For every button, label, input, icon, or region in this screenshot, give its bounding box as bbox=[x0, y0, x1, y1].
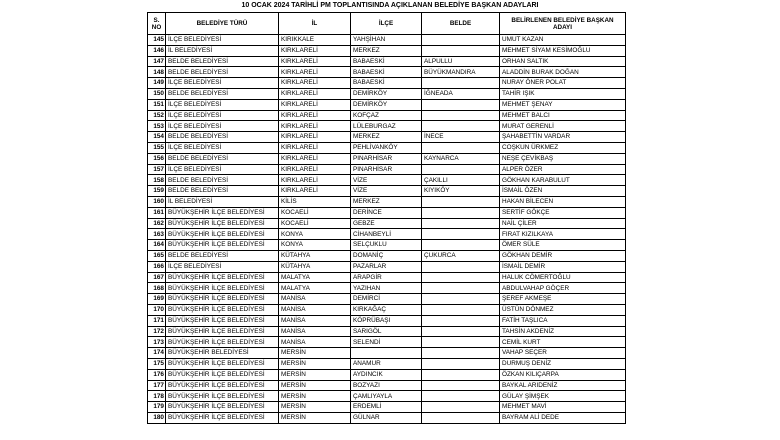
candidate-name: ÜSTÜN DÖNMEZ bbox=[500, 304, 626, 315]
municipality-type: BÜYÜKŞEHİR İLÇE BELEDİYESİ bbox=[166, 315, 279, 326]
town bbox=[422, 78, 500, 89]
province: KIRKLARELİ bbox=[279, 88, 351, 99]
district: VİZE bbox=[351, 186, 422, 197]
table-row bbox=[148, 294, 626, 305]
municipality-type: BÜYÜKŞEHİR İLÇE BELEDİYESİ bbox=[166, 240, 279, 251]
district: MERKEZ bbox=[351, 132, 422, 143]
district: BABAESKİ bbox=[351, 56, 422, 67]
municipality-type: İL BELEDİYESİ bbox=[166, 45, 279, 56]
province: KIRKLARELİ bbox=[279, 121, 351, 132]
table-row bbox=[148, 250, 626, 261]
province: KOCAELİ bbox=[279, 218, 351, 229]
district: AYDINCIK bbox=[351, 369, 422, 380]
table-row bbox=[148, 348, 626, 359]
town: İNECE bbox=[422, 132, 500, 143]
municipality-type: BELDE BELEDİYESİ bbox=[166, 56, 279, 67]
municipality-type: BÜYÜKŞEHİR İLÇE BELEDİYESİ bbox=[166, 218, 279, 229]
municipality-type: İLÇE BELEDİYESİ bbox=[166, 142, 279, 153]
municipality-type: İLÇE BELEDİYESİ bbox=[166, 78, 279, 89]
town: KAYNARCA bbox=[422, 153, 500, 164]
town: ALPULLU bbox=[422, 56, 500, 67]
candidate-name: NAİL ÇİLER bbox=[500, 218, 626, 229]
row-no: 151 bbox=[148, 99, 166, 110]
candidate-name: VAHAP SEÇER bbox=[500, 348, 626, 359]
municipality-type: İLÇE BELEDİYESİ bbox=[166, 35, 279, 46]
table-row bbox=[148, 272, 626, 283]
town bbox=[422, 358, 500, 369]
town bbox=[422, 294, 500, 305]
candidate-name: CEMİL KURT bbox=[500, 337, 626, 348]
province: KIRKLARELİ bbox=[279, 175, 351, 186]
table-row bbox=[148, 380, 626, 391]
municipality-type: BELDE BELEDİYESİ bbox=[166, 186, 279, 197]
row-no: 176 bbox=[148, 369, 166, 380]
candidate-name: ALPER ÖZER bbox=[500, 164, 626, 175]
province: KİLİS bbox=[279, 196, 351, 207]
header-type: BELEDİYE TÜRÜ bbox=[166, 13, 279, 35]
table-row bbox=[148, 153, 626, 164]
table-header-row bbox=[148, 13, 626, 35]
town bbox=[422, 229, 500, 240]
town bbox=[422, 121, 500, 132]
row-no: 146 bbox=[148, 45, 166, 56]
municipality-type: BÜYÜKŞEHİR İLÇE BELEDİYESİ bbox=[166, 207, 279, 218]
province: KOCAELİ bbox=[279, 207, 351, 218]
table-row bbox=[148, 229, 626, 240]
province: MALATYA bbox=[279, 283, 351, 294]
province: KONYA bbox=[279, 240, 351, 251]
town bbox=[422, 240, 500, 251]
town bbox=[422, 207, 500, 218]
row-no: 161 bbox=[148, 207, 166, 218]
table-row bbox=[148, 326, 626, 337]
candidate-name: MEHMET MAVİ bbox=[500, 402, 626, 413]
row-no: 164 bbox=[148, 240, 166, 251]
candidates-table bbox=[147, 12, 626, 424]
town bbox=[422, 110, 500, 121]
row-no: 150 bbox=[148, 88, 166, 99]
province: KONYA bbox=[279, 229, 351, 240]
row-no: 180 bbox=[148, 412, 166, 423]
municipality-type: BELDE BELEDİYESİ bbox=[166, 132, 279, 143]
town: BÜYÜKMANDIRA bbox=[422, 67, 500, 78]
municipality-type: BÜYÜKŞEHİR İLÇE BELEDİYESİ bbox=[166, 294, 279, 305]
province: KIRKLARELİ bbox=[279, 110, 351, 121]
municipality-type: BELDE BELEDİYESİ bbox=[166, 153, 279, 164]
municipality-type: BÜYÜKŞEHİR İLÇE BELEDİYESİ bbox=[166, 391, 279, 402]
row-no: 178 bbox=[148, 391, 166, 402]
row-no: 167 bbox=[148, 272, 166, 283]
table-row bbox=[148, 88, 626, 99]
candidate-name: COŞKUN ÜRKMEZ bbox=[500, 142, 626, 153]
table-row bbox=[148, 35, 626, 46]
municipality-type: BÜYÜKŞEHİR İLÇE BELEDİYESİ bbox=[166, 337, 279, 348]
candidate-name: HALUK CÖMERTOĞLU bbox=[500, 272, 626, 283]
district: PINARHİSAR bbox=[351, 153, 422, 164]
municipality-type: BÜYÜKŞEHİR İLÇE BELEDİYESİ bbox=[166, 304, 279, 315]
municipality-type: BÜYÜKŞEHİR BELEDİYESİ bbox=[166, 348, 279, 359]
district: SARIGÖL bbox=[351, 326, 422, 337]
municipality-type: İLÇE BELEDİYESİ bbox=[166, 121, 279, 132]
row-no: 149 bbox=[148, 78, 166, 89]
header-district: İLÇE bbox=[351, 13, 422, 35]
row-no: 145 bbox=[148, 35, 166, 46]
row-no: 148 bbox=[148, 67, 166, 78]
district: CİHANBEYLİ bbox=[351, 229, 422, 240]
table-row bbox=[148, 283, 626, 294]
table-row bbox=[148, 175, 626, 186]
table-row bbox=[148, 315, 626, 326]
district: SELENDİ bbox=[351, 337, 422, 348]
row-no: 168 bbox=[148, 283, 166, 294]
municipality-type: BÜYÜKŞEHİR İLÇE BELEDİYESİ bbox=[166, 402, 279, 413]
candidate-name: GÖKHAN KARABULUT bbox=[500, 175, 626, 186]
row-no: 177 bbox=[148, 380, 166, 391]
municipality-type: BELDE BELEDİYESİ bbox=[166, 88, 279, 99]
candidate-name: FIRAT KIZILKAYA bbox=[500, 229, 626, 240]
town bbox=[422, 164, 500, 175]
municipality-type: İLÇE BELEDİYESİ bbox=[166, 261, 279, 272]
district: YAHŞİHAN bbox=[351, 35, 422, 46]
district: KIRKAĞAÇ bbox=[351, 304, 422, 315]
province: KÜTAHYA bbox=[279, 250, 351, 261]
row-no: 166 bbox=[148, 261, 166, 272]
district: KÖPRÜBAŞI bbox=[351, 315, 422, 326]
candidate-name: ALADDİN BURAK DOĞAN bbox=[500, 67, 626, 78]
header-candidate: BELİRLENEN BELEDİYE BAŞKAN ADAYI bbox=[500, 13, 626, 35]
table-row bbox=[148, 78, 626, 89]
table-row bbox=[148, 369, 626, 380]
table-row bbox=[148, 304, 626, 315]
row-no: 158 bbox=[148, 175, 166, 186]
candidate-name: NURAY ÖNER POLAT bbox=[500, 78, 626, 89]
document-title: 10 OCAK 2024 TARİHLİ PM TOPLANTISINDA AÇIKLANAN BELEDİYE BAŞKAN ADAYLARI bbox=[241, 2, 539, 9]
town bbox=[422, 412, 500, 423]
table-row bbox=[148, 67, 626, 78]
table-row bbox=[148, 207, 626, 218]
candidate-name: NEŞE ÇEVİKBAŞ bbox=[500, 153, 626, 164]
province: MALATYA bbox=[279, 272, 351, 283]
candidate-name: MEHMET ŞENAY bbox=[500, 99, 626, 110]
header-no: S. NO bbox=[148, 13, 166, 35]
district: DERİNCE bbox=[351, 207, 422, 218]
district: ARAPGİR bbox=[351, 272, 422, 283]
district: MERKEZ bbox=[351, 45, 422, 56]
town bbox=[422, 99, 500, 110]
province: KIRKLARELİ bbox=[279, 56, 351, 67]
row-no: 152 bbox=[148, 110, 166, 121]
candidate-name: MEHMET BALCI bbox=[500, 110, 626, 121]
table-row bbox=[148, 121, 626, 132]
town: ÇAKILLI bbox=[422, 175, 500, 186]
province: MERSİN bbox=[279, 380, 351, 391]
province: MERSİN bbox=[279, 348, 351, 359]
candidate-name: ABDULVAHAP GÖÇER bbox=[500, 283, 626, 294]
town: İĞNEADA bbox=[422, 88, 500, 99]
candidate-name: ÖMER SÜLE bbox=[500, 240, 626, 251]
district: ERDEMLİ bbox=[351, 402, 422, 413]
town bbox=[422, 304, 500, 315]
district: BABAESKİ bbox=[351, 67, 422, 78]
row-no: 162 bbox=[148, 218, 166, 229]
province: MANİSA bbox=[279, 294, 351, 305]
row-no: 174 bbox=[148, 348, 166, 359]
province: KIRKLARELİ bbox=[279, 45, 351, 56]
row-no: 157 bbox=[148, 164, 166, 175]
district: MERKEZ bbox=[351, 196, 422, 207]
province: KIRKLARELİ bbox=[279, 99, 351, 110]
candidate-name: TAHİR IŞIK bbox=[500, 88, 626, 99]
town: ÇUKURCA bbox=[422, 250, 500, 261]
municipality-type: İLÇE BELEDİYESİ bbox=[166, 164, 279, 175]
province: MANİSA bbox=[279, 326, 351, 337]
town bbox=[422, 402, 500, 413]
candidate-name: MURAT GERENLİ bbox=[500, 121, 626, 132]
town bbox=[422, 142, 500, 153]
table-row bbox=[148, 218, 626, 229]
header-province: İL bbox=[279, 13, 351, 35]
table-row bbox=[148, 164, 626, 175]
province: KIRKLARELİ bbox=[279, 153, 351, 164]
province: KIRKLARELİ bbox=[279, 186, 351, 197]
candidate-name: ŞEREF AKMEŞE bbox=[500, 294, 626, 305]
province: MANİSA bbox=[279, 337, 351, 348]
province: MERSİN bbox=[279, 402, 351, 413]
candidate-name: MEHMET SİYAM KESİMOĞLU bbox=[500, 45, 626, 56]
district: DOMANİÇ bbox=[351, 250, 422, 261]
municipality-type: BÜYÜKŞEHİR İLÇE BELEDİYESİ bbox=[166, 326, 279, 337]
province: KIRIKKALE bbox=[279, 35, 351, 46]
municipality-type: BÜYÜKŞEHİR İLÇE BELEDİYESİ bbox=[166, 380, 279, 391]
district: LÜLEBURGAZ bbox=[351, 121, 422, 132]
row-no: 171 bbox=[148, 315, 166, 326]
district: GÜLNAR bbox=[351, 412, 422, 423]
municipality-type: BÜYÜKŞEHİR İLÇE BELEDİYESİ bbox=[166, 369, 279, 380]
district: ANAMUR bbox=[351, 358, 422, 369]
candidate-name: UMUT KAZAN bbox=[500, 35, 626, 46]
province: MANİSA bbox=[279, 315, 351, 326]
row-no: 147 bbox=[148, 56, 166, 67]
district: ÇAMLIYAYLA bbox=[351, 391, 422, 402]
district: GEBZE bbox=[351, 218, 422, 229]
municipality-type: BELDE BELEDİYESİ bbox=[166, 67, 279, 78]
row-no: 155 bbox=[148, 142, 166, 153]
town bbox=[422, 337, 500, 348]
candidate-name: FATİH TAŞLICA bbox=[500, 315, 626, 326]
town bbox=[422, 369, 500, 380]
row-no: 163 bbox=[148, 229, 166, 240]
candidate-name: BAYKAL ARIDENİZ bbox=[500, 380, 626, 391]
candidate-name: İSMAİL DEMİR bbox=[500, 261, 626, 272]
town bbox=[422, 218, 500, 229]
row-no: 175 bbox=[148, 358, 166, 369]
row-no: 165 bbox=[148, 250, 166, 261]
town bbox=[422, 35, 500, 46]
town bbox=[422, 348, 500, 359]
district: PEHLİVANKÖY bbox=[351, 142, 422, 153]
province: MANİSA bbox=[279, 304, 351, 315]
row-no: 156 bbox=[148, 153, 166, 164]
table-row bbox=[148, 45, 626, 56]
district: DEMİRKÖY bbox=[351, 88, 422, 99]
municipality-type: BÜYÜKŞEHİR İLÇE BELEDİYESİ bbox=[166, 358, 279, 369]
candidate-name: SERTİF GÖKÇE bbox=[500, 207, 626, 218]
province: MERSİN bbox=[279, 358, 351, 369]
town bbox=[422, 326, 500, 337]
province: KIRKLARELİ bbox=[279, 67, 351, 78]
row-no: 170 bbox=[148, 304, 166, 315]
province: MERSİN bbox=[279, 391, 351, 402]
municipality-type: BELDE BELEDİYESİ bbox=[166, 250, 279, 261]
row-no: 173 bbox=[148, 337, 166, 348]
town bbox=[422, 261, 500, 272]
table-row bbox=[148, 186, 626, 197]
table-row bbox=[148, 412, 626, 423]
province: KÜTAHYA bbox=[279, 261, 351, 272]
municipality-type: BÜYÜKŞEHİR İLÇE BELEDİYESİ bbox=[166, 229, 279, 240]
row-no: 172 bbox=[148, 326, 166, 337]
district: DEMİRCİ bbox=[351, 294, 422, 305]
row-no: 160 bbox=[148, 196, 166, 207]
municipality-type: BELDE BELEDİYESİ bbox=[166, 175, 279, 186]
town bbox=[422, 315, 500, 326]
town bbox=[422, 283, 500, 294]
town: KIYIKÖY bbox=[422, 186, 500, 197]
province: KIRKLARELİ bbox=[279, 132, 351, 143]
candidate-name: DURMUŞ DENİZ bbox=[500, 358, 626, 369]
table-row bbox=[148, 391, 626, 402]
district: VİZE bbox=[351, 175, 422, 186]
town bbox=[422, 45, 500, 56]
row-no: 153 bbox=[148, 121, 166, 132]
town bbox=[422, 391, 500, 402]
district: BABAESKİ bbox=[351, 78, 422, 89]
row-no: 169 bbox=[148, 294, 166, 305]
municipality-type: BÜYÜKŞEHİR İLÇE BELEDİYESİ bbox=[166, 283, 279, 294]
district: SELÇUKLU bbox=[351, 240, 422, 251]
district: BOZYAZI bbox=[351, 380, 422, 391]
header-town: BELDE bbox=[422, 13, 500, 35]
candidate-name: GÖKHAN DEMİR bbox=[500, 250, 626, 261]
candidate-name: TAHSİN AKDENİZ bbox=[500, 326, 626, 337]
table-row bbox=[148, 261, 626, 272]
candidate-name: HAKAN BİLECEN bbox=[500, 196, 626, 207]
candidate-name: BAYRAM ALİ DEDE bbox=[500, 412, 626, 423]
candidate-name: İSMAİL ÖZEN bbox=[500, 186, 626, 197]
table-row bbox=[148, 56, 626, 67]
district bbox=[351, 348, 422, 359]
table-row bbox=[148, 196, 626, 207]
province: MERSİN bbox=[279, 369, 351, 380]
table-row bbox=[148, 240, 626, 251]
town bbox=[422, 380, 500, 391]
candidate-name: ORHAN SALTIK bbox=[500, 56, 626, 67]
district: KOFÇAZ bbox=[351, 110, 422, 121]
town bbox=[422, 272, 500, 283]
municipality-type: BÜYÜKŞEHİR İLÇE BELEDİYESİ bbox=[166, 272, 279, 283]
municipality-type: İLÇE BELEDİYESİ bbox=[166, 99, 279, 110]
table-row bbox=[148, 358, 626, 369]
province: KIRKLARELİ bbox=[279, 142, 351, 153]
candidate-name: GÜLAY ŞİMŞEK bbox=[500, 391, 626, 402]
table-row bbox=[148, 99, 626, 110]
table-row bbox=[148, 402, 626, 413]
candidate-name: ŞAHABETTİN VARDAR bbox=[500, 132, 626, 143]
table-row bbox=[148, 132, 626, 143]
province: KIRKLARELİ bbox=[279, 164, 351, 175]
district: PINARHİSAR bbox=[351, 164, 422, 175]
table-row bbox=[148, 110, 626, 121]
province: MERSİN bbox=[279, 412, 351, 423]
municipality-type: BÜYÜKŞEHİR İLÇE BELEDİYESİ bbox=[166, 412, 279, 423]
municipality-type: İLÇE BELEDİYESİ bbox=[166, 110, 279, 121]
municipality-type: İL BELEDİYESİ bbox=[166, 196, 279, 207]
province: KIRKLARELİ bbox=[279, 78, 351, 89]
district: DEMİRKÖY bbox=[351, 99, 422, 110]
row-no: 179 bbox=[148, 402, 166, 413]
table-row bbox=[148, 337, 626, 348]
town bbox=[422, 196, 500, 207]
candidate-name: ÖZKAN KILIÇARPA bbox=[500, 369, 626, 380]
row-no: 159 bbox=[148, 186, 166, 197]
table-row bbox=[148, 142, 626, 153]
district: PAZARLAR bbox=[351, 261, 422, 272]
district: YAZIHAN bbox=[351, 283, 422, 294]
row-no: 154 bbox=[148, 132, 166, 143]
